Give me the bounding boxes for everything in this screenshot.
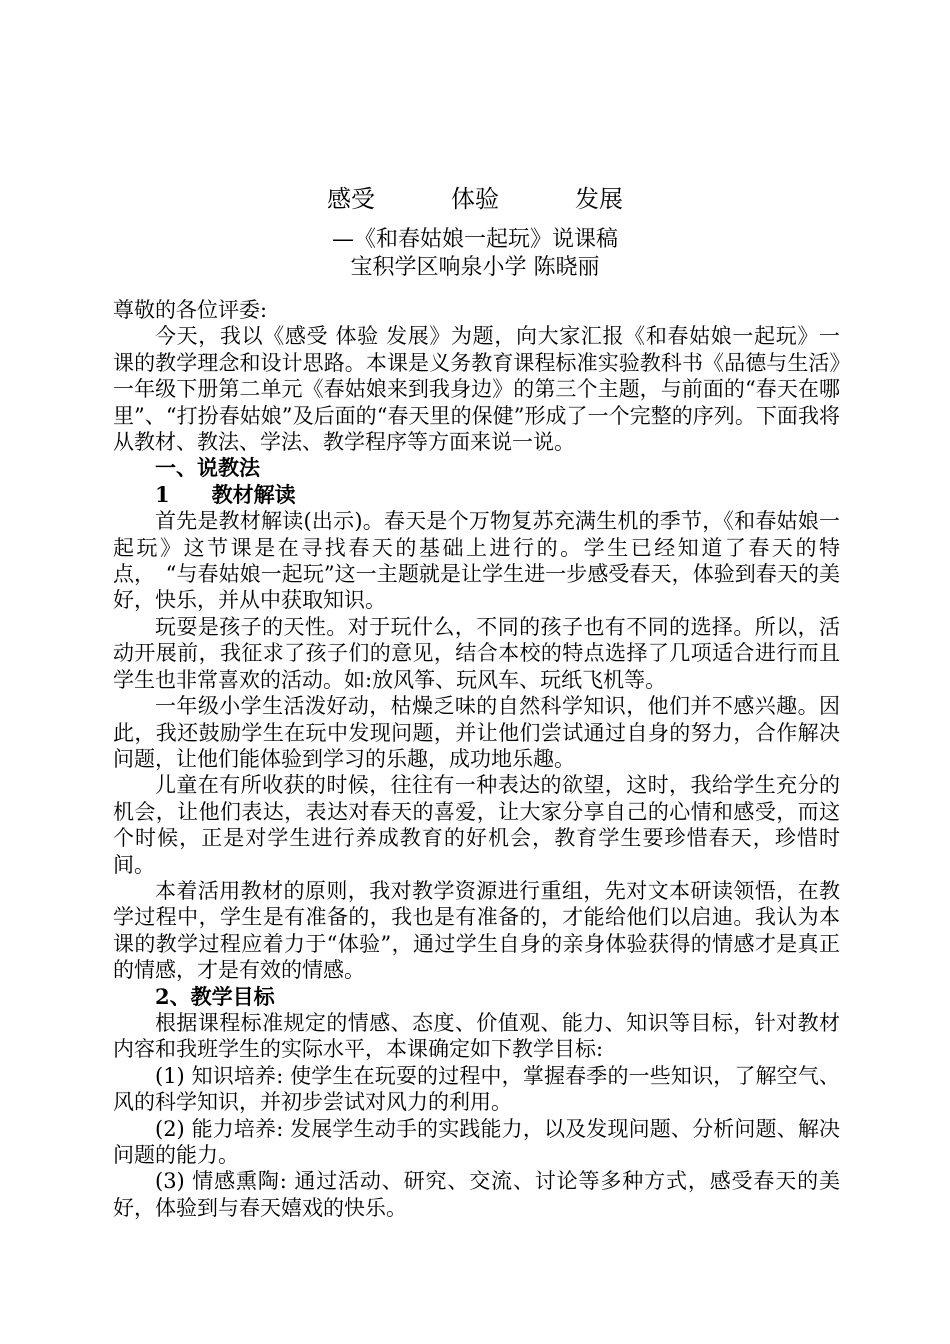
section-heading-1: 一、说教法 xyxy=(155,455,260,481)
paragraph: 儿童在有所收获的时候，往往有一种表达的欲望，这时，我给学生充分的机会，让他们表达，表达对春天的喜爱，让大家分享自己的心情和感受，而这个时候，正是对学生进行养成教育的好机会，教育学生要珍惜春天，珍惜时间。 xyxy=(113,773,840,877)
goal-item: (3) 情感熏陶: 通过活动、研究、交流、讨论等多种方式，感受春天的美好，体验到与春天嬉戏的快乐。 xyxy=(113,1169,840,1220)
subtitle-lesson: —《和春姑娘一起玩》说课稿 xyxy=(331,227,618,252)
goal-item: (1) 知识培养: 使学生在玩耍的过程中，掌握春季的一些知识，了解空气、风的科学知识，并初步尝试对风力的利用。 xyxy=(113,1063,840,1115)
page-title xyxy=(0,183,950,215)
goal-item: (2) 能力培养: 发展学生动手的实践能力，以及发现问题、分析问题、解决问题的能力。 xyxy=(113,1116,840,1167)
paragraph-intro: 今天，我以《感受 体验 发展》为题，向大家汇报《和春姑娘一起玩》一课的教学理念和设计思路。本课是义务教育课程标准实验教科书《品德与生活》一年级下册第二单元《春姑娘来到我身边》的第三个主题，与前面的“春天在哪里”、“打扮春姑娘”及后面的“春天里的保健”形成了一个完整的序列。下面我将从教材、教法、学法、教学程序等方面来说一说。 xyxy=(113,324,840,455)
subsection-heading-2: 2、教学目标 xyxy=(155,983,275,1009)
greeting: 尊敬的各位评委: xyxy=(113,298,268,322)
paragraph: 玩耍是孩子的天性。对于玩什么，不同的孩子也有不同的选择。所以，活动开展前，我征求了孩子们的意见，结合本校的特点选择了几项适合进行而且学生也非常喜欢的活动。如:放风筝、玩风车、玩纸飞机等。 xyxy=(113,614,840,692)
subtitle-author: 宝积学区响泉小学 陈晓丽 xyxy=(350,255,600,280)
subsection-heading-1-1: 1 教材解读 xyxy=(155,481,296,507)
paragraph: 本着活用教材的原则，我对教学资源进行重组，先对文本研读领悟，在教学过程中，学生是有准备的，我也是有准备的，才能给他们以启迪。我认为本课的教学过程应着力于“体验”，通过学生自身的亲身体验获得的情感才是真正的情感，才是有效的情感。 xyxy=(113,878,840,983)
title-part-2: 体验 xyxy=(451,185,499,213)
document-body xyxy=(113,297,840,1221)
paragraph: 一年级小学生活泼好动，枯燥乏味的自然科学知识，他们并不感兴趣。因此，我还鼓励学生在玩中发现问题，并让他们尝试通过自身的努力，合作解决问题，让他们能体验到学习的乐趣，成功地乐趣。 xyxy=(113,694,840,771)
paragraph: 首先是教材解读(出示)。春天是个万物复苏充满生机的季节，《和春姑娘一起玩》这节课是在寻找春天的基础上进行的。学生已经知道了春天的特点， “与春姑娘一起玩”这一主题就是让学生进一步感受春天，体验到春天的美好，快乐，并从中获取知识。 xyxy=(113,509,840,613)
paragraph: 根据课程标准规定的情感、态度、价值观、能力、知识等目标，针对教材内容和我班学生的实际水平，本课确定如下教学目标: xyxy=(113,1010,840,1062)
title-part-1: 感受 xyxy=(327,185,375,213)
title-part-3: 发展 xyxy=(575,185,623,213)
